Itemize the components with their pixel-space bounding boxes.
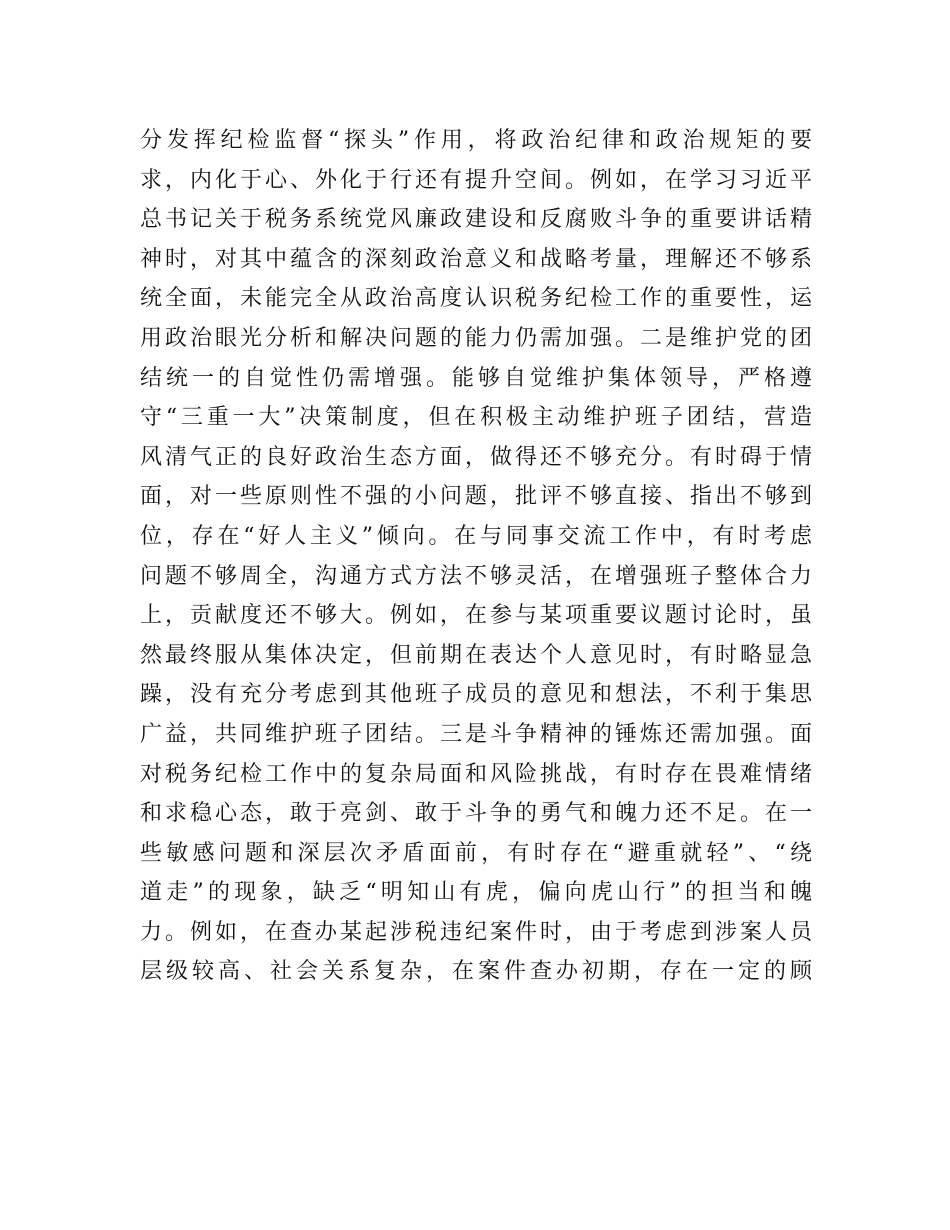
text-line: 些敏感问题和深层次矛盾面前，有时存在“避重就轻”、“绕 — [140, 840, 812, 866]
text-line: 面，对一些原则性不强的小问题，批评不够直接、指出不够到 — [140, 484, 812, 510]
text-line: 统全面，未能完全从政治高度认识税务纪检工作的重要性，运 — [140, 286, 812, 312]
text-line: 总书记关于税务系统党风廉政建设和反腐败斗争的重要讲话精 — [140, 207, 812, 233]
text-line: 上，贡献度还不够大。例如，在参与某项重要议题讨论时，虽 — [140, 603, 812, 629]
text-line: 道走”的现象，缺乏“明知山有虎，偏向虎山行”的担当和魄 — [140, 880, 812, 906]
text-line: 位，存在“好人主义”倾向。在与同事交流工作中，有时考虑 — [140, 523, 812, 549]
text-line: 守“三重一大”决策制度，但在积极主动维护班子团结，营造 — [140, 405, 812, 431]
text-line: 层级较高、社会关系复杂，在案件查办初期，存在一定的顾 — [140, 959, 812, 985]
text-line: 神时，对其中蕴含的深刻政治意义和战略考量，理解还不够系 — [140, 246, 812, 272]
text-line: 风清气正的良好政治生态方面，做得还不够充分。有时碍于情 — [140, 444, 812, 470]
text-line: 和求稳心态，敢于亮剑、敢于斗争的勇气和魄力还不足。在一 — [140, 801, 812, 827]
text-line: 问题不够周全，沟通方式方法不够灵活，在增强班子整体合力 — [140, 563, 812, 589]
text-line: 求，内化于心、外化于行还有提升空间。例如，在学习习近平 — [140, 167, 812, 193]
body-paragraph — [140, 121, 812, 992]
text-line: 结统一的自觉性仍需增强。能够自觉维护集体领导，严格遵 — [140, 365, 812, 391]
text-line: 分发挥纪检监督“探头”作用，将政治纪律和政治规矩的要 — [140, 128, 812, 153]
text-line: 力。例如，在查办某起涉税违纪案件时，由于考虑到涉案人员 — [140, 919, 812, 945]
text-line: 广益，共同维护班子团结。三是斗争精神的锤炼还需加强。面 — [140, 721, 812, 747]
text-line: 然最终服从集体决定，但前期在表达个人意见时，有时略显急 — [140, 642, 812, 668]
text-line: 用政治眼光分析和解决问题的能力仍需加强。二是维护党的团 — [140, 325, 812, 351]
text-line: 对税务纪检工作中的复杂局面和风险挑战，有时存在畏难情绪 — [140, 761, 812, 787]
text-line: 躁，没有充分考虑到其他班子成员的意见和想法，不利于集思 — [140, 682, 812, 708]
